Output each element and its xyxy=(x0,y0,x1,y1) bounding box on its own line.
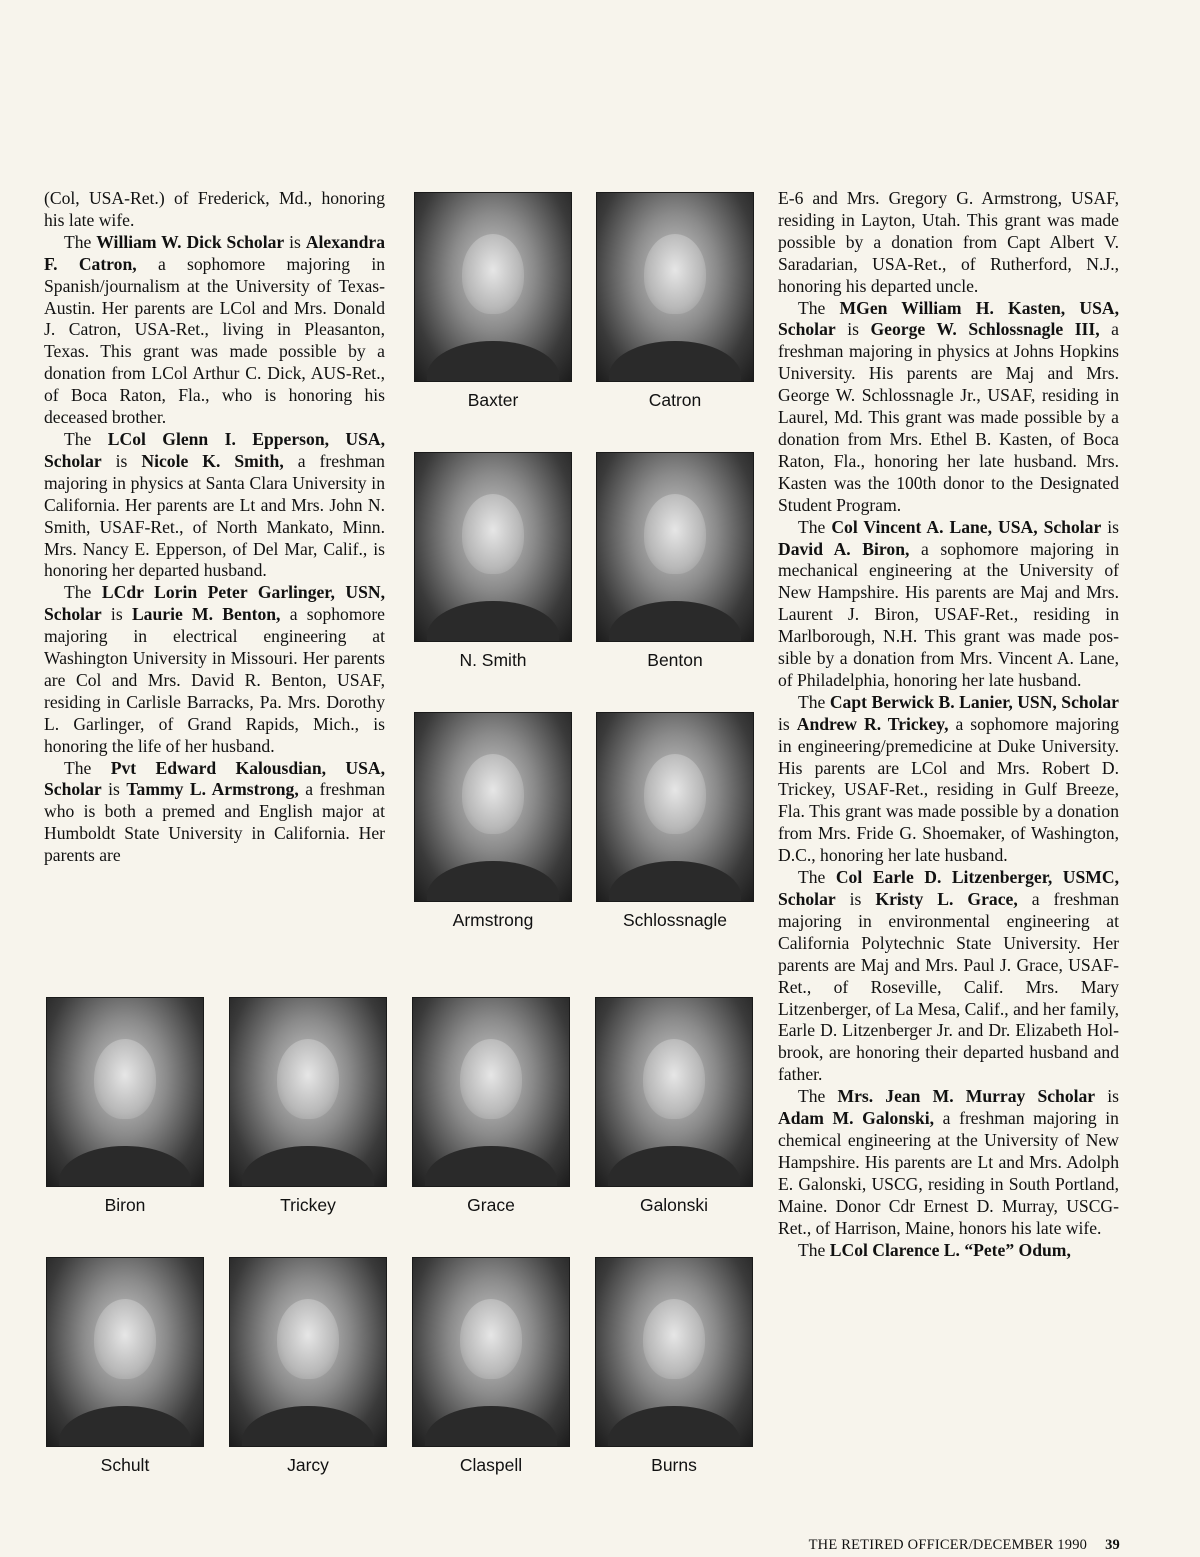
bold-name: LCol Glenn I. Epperson, USA, Scholar xyxy=(44,428,385,471)
photo-caption: Jarcy xyxy=(287,1455,329,1475)
photo-grace xyxy=(412,997,570,1216)
photo-burns xyxy=(595,1257,753,1476)
article-paragraph xyxy=(44,758,385,868)
text-run: is xyxy=(101,450,142,471)
page-footer xyxy=(768,1537,1120,1554)
bold-name: Kristy L. Grace, xyxy=(875,889,1018,909)
photo-schult xyxy=(46,1257,204,1476)
portrait-image xyxy=(229,997,387,1187)
photo-biron xyxy=(46,997,204,1216)
text-run: a sophomore majoring in engineering/premedicine at Duke University. His parents are LCol and Mrs. Robert D. Trickey, USAF-Ret., residing in Gulf Breeze, Fla. This grant was made possible by a donation from Mrs. Fride G. Shoemaker, of Washington, D.C., honoring her late husband. xyxy=(778,713,1119,866)
text-run: is xyxy=(284,231,306,252)
photo-trickey xyxy=(229,997,387,1216)
text-run: a sophomore majoring in Spanish/journalism at the University of Texas-Austin. Her parents are LCol and Mrs. Donald J. Catron, USA-Ret., living in Pleasanton, Texas. This grant was made possible by a donation from LCol Arthur C. Dick, AUS-Ret., of Boca Raton, Fla., who is honoring his deceased brother. xyxy=(44,253,385,428)
bold-name: Laurie M. Benton, xyxy=(131,604,281,625)
text-run: E-6 and Mrs. Gregory G. Armstrong, USAF, residing in Layton, Utah. This grant was made possible by a donation from Capt Albert V. Saradarian, USA-Ret., of Rutherford, N.J., honoring his departed uncle. xyxy=(778,188,1119,296)
text-run: is xyxy=(101,779,127,800)
photo-caption: Benton xyxy=(647,650,703,670)
article-paragraph xyxy=(778,1086,1119,1239)
text-run: a sophomore majoring in mechanical engineering at the University of New Hampshire. His parents are Maj and Mrs. Laurent J. Biron, USAF-Ret., residing in Marlborough, N.H. This grant was made possible by a donation from Mrs. Vincent A. Lane, of Philadelphia, honoring her late husband. xyxy=(778,538,1119,690)
photo-caption: Galonski xyxy=(639,1195,709,1215)
bold-name: George W. Schlossnagle III, xyxy=(870,319,1100,340)
photo-benton xyxy=(596,452,754,671)
article-paragraph xyxy=(778,692,1119,867)
text-run: is xyxy=(835,889,876,909)
bold-name: Mrs. Jean M. Murray Scholar xyxy=(837,1086,1096,1107)
article-paragraph xyxy=(778,1240,1119,1262)
text-run: The xyxy=(798,1239,830,1260)
photo-jarcy xyxy=(229,1257,387,1476)
publication-line: THE RETIRED OFFICER/DECEMBER 1990 xyxy=(808,1537,1088,1553)
article-paragraph xyxy=(44,429,385,582)
bold-name: Adam M. Galonski, xyxy=(778,1108,935,1129)
photo-caption: Trickey xyxy=(280,1195,336,1215)
bold-name: Pvt Edward Kalousdian, USA, Scholar xyxy=(44,757,385,800)
photo-caption: Armstrong xyxy=(452,910,534,930)
text-run: The xyxy=(798,516,832,537)
text-run: a freshman majoring in physics at Santa Clara University in California. Her parents are Lt and Mrs. John N. Smith, USAF-Ret., of North Mankato, Minn. Mrs. Nancy E. Epperson, of Del Mar, Calif., is honoring her departed husband. xyxy=(44,450,385,581)
bold-name: Tammy L. Armstrong, xyxy=(126,779,299,800)
portrait-image xyxy=(414,452,572,642)
text-run: The xyxy=(64,582,102,603)
article-paragraph xyxy=(778,867,1119,1086)
portrait-image xyxy=(595,997,753,1187)
photo-schlossnagle xyxy=(596,712,754,931)
article-paragraph xyxy=(778,517,1119,692)
article-paragraph xyxy=(44,232,385,429)
photo-caption: Baxter xyxy=(467,390,519,410)
text-run: is xyxy=(1101,516,1119,537)
text-run: The xyxy=(64,757,111,778)
text-run: a freshman majoring in chemical engineering at the University of New Hampshire. His parents are Lt and Mrs. Adolph E. Galonski, USCG, residing in South Portland, Maine. Donor Cdr Ernest D. Murray, USCG-Ret., of Harrison, Maine, honors his late wife. xyxy=(778,1108,1119,1238)
portrait-image xyxy=(414,192,572,382)
article-column-right xyxy=(778,188,1119,1261)
portrait-image xyxy=(596,712,754,902)
photo-claspell xyxy=(412,1257,570,1476)
text-run: a freshman majoring in physics at Johns Hopkins University. His parents are Maj and Mrs. George W. Schlossnagle Jr., USAF, residing in Laurel, Md. This grant was made possible by a donation from Mrs. Ethel B. Kasten, of Boca Raton, Fla., honoring her late husband. Mrs. Kasten was the 100th donor to the Designated Student Program. xyxy=(778,319,1119,515)
photo-galonski xyxy=(595,997,753,1216)
photo-n-smith xyxy=(414,452,572,671)
bold-name: Col Vincent A. Lane, USA, Scholar xyxy=(831,516,1102,537)
photo-caption: Schlossnagle xyxy=(622,910,728,930)
bold-name: David A. Biron, xyxy=(778,538,910,559)
text-run: The xyxy=(64,231,97,252)
bold-name: LCdr Lorin Peter Garlinger, USN, Scholar xyxy=(44,582,385,625)
text-run: The xyxy=(64,428,108,449)
article-paragraph xyxy=(778,188,1119,298)
portrait-image xyxy=(412,997,570,1187)
text-run: a freshman who is both a premed and English major at Humboldt State University in California. Her parents are xyxy=(44,779,385,866)
photo-caption: Grace xyxy=(467,1195,515,1215)
portrait-image xyxy=(596,192,754,382)
portrait-image xyxy=(229,1257,387,1447)
bold-name: Capt Berwick B. Lanier, USN, Scholar xyxy=(829,691,1119,712)
article-paragraph xyxy=(44,188,385,232)
photo-caption: Burns xyxy=(651,1455,697,1475)
bold-name: LCol Clarence L. “Pete” Odum, xyxy=(829,1239,1071,1260)
text-run: is xyxy=(778,713,797,734)
photo-caption: Biron xyxy=(104,1195,146,1215)
portrait-image xyxy=(414,712,572,902)
text-run: is xyxy=(1095,1086,1119,1107)
article-paragraph xyxy=(44,582,385,757)
bold-name: MGen William H. Kasten, USA, Scholar xyxy=(778,297,1119,340)
bold-name: William W. Dick Scholar xyxy=(96,231,285,252)
text-run: The xyxy=(798,867,836,888)
article-column-left xyxy=(44,188,385,867)
text-run: The xyxy=(798,1086,838,1107)
portrait-image xyxy=(596,452,754,642)
text-run: is xyxy=(835,319,871,340)
page-number: 39 xyxy=(1105,1537,1120,1553)
portrait-image xyxy=(46,997,204,1187)
portrait-image xyxy=(595,1257,753,1447)
bold-name: Alexandra F. Catron, xyxy=(44,231,385,274)
portrait-image xyxy=(46,1257,204,1447)
photo-catron xyxy=(596,192,754,411)
photo-caption: N. Smith xyxy=(459,650,527,670)
text-run: a freshman majoring in environmental engineering at California Polytechnic State University. Her parents are Maj and Mrs. Paul J. Grace, USAF-Ret., of Roseville, Calif. Mrs. Mary Litzenberger, of La Mesa, Calif., and her family, Earle D. Litzenberger Jr. and Dr. Elizabeth Holbrook, are honoring their departed husband and father. xyxy=(778,889,1119,1085)
photo-armstrong xyxy=(414,712,572,931)
text-run: is xyxy=(101,604,132,625)
text-run: The xyxy=(798,691,830,712)
text-run: The xyxy=(798,297,840,318)
text-run: a sophomore majoring in electrical engineering at Washington University in Missouri. Her parents are Col and Mrs. David R. Benton, USAF, residing in Carlisle Barracks, Pa. Mrs. Dorothy L. Garlinger, of Grand Rapids, Mich., is honoring the life of her husband. xyxy=(44,604,385,756)
bold-name: Nicole K. Smith, xyxy=(141,450,284,471)
photo-caption: Claspell xyxy=(459,1455,523,1475)
photo-caption: Schult xyxy=(100,1455,150,1475)
text-run: (Col, USA-Ret.) of Frederick, Md., honoring his late wife. xyxy=(44,188,385,230)
portrait-image xyxy=(412,1257,570,1447)
article-paragraph xyxy=(778,298,1119,517)
photo-caption: Catron xyxy=(648,390,702,410)
bold-name: Col Earle D. Litzenberger, USMC, Scholar xyxy=(778,867,1119,909)
bold-name: Andrew R. Trickey, xyxy=(796,713,949,734)
photo-baxter xyxy=(414,192,572,411)
